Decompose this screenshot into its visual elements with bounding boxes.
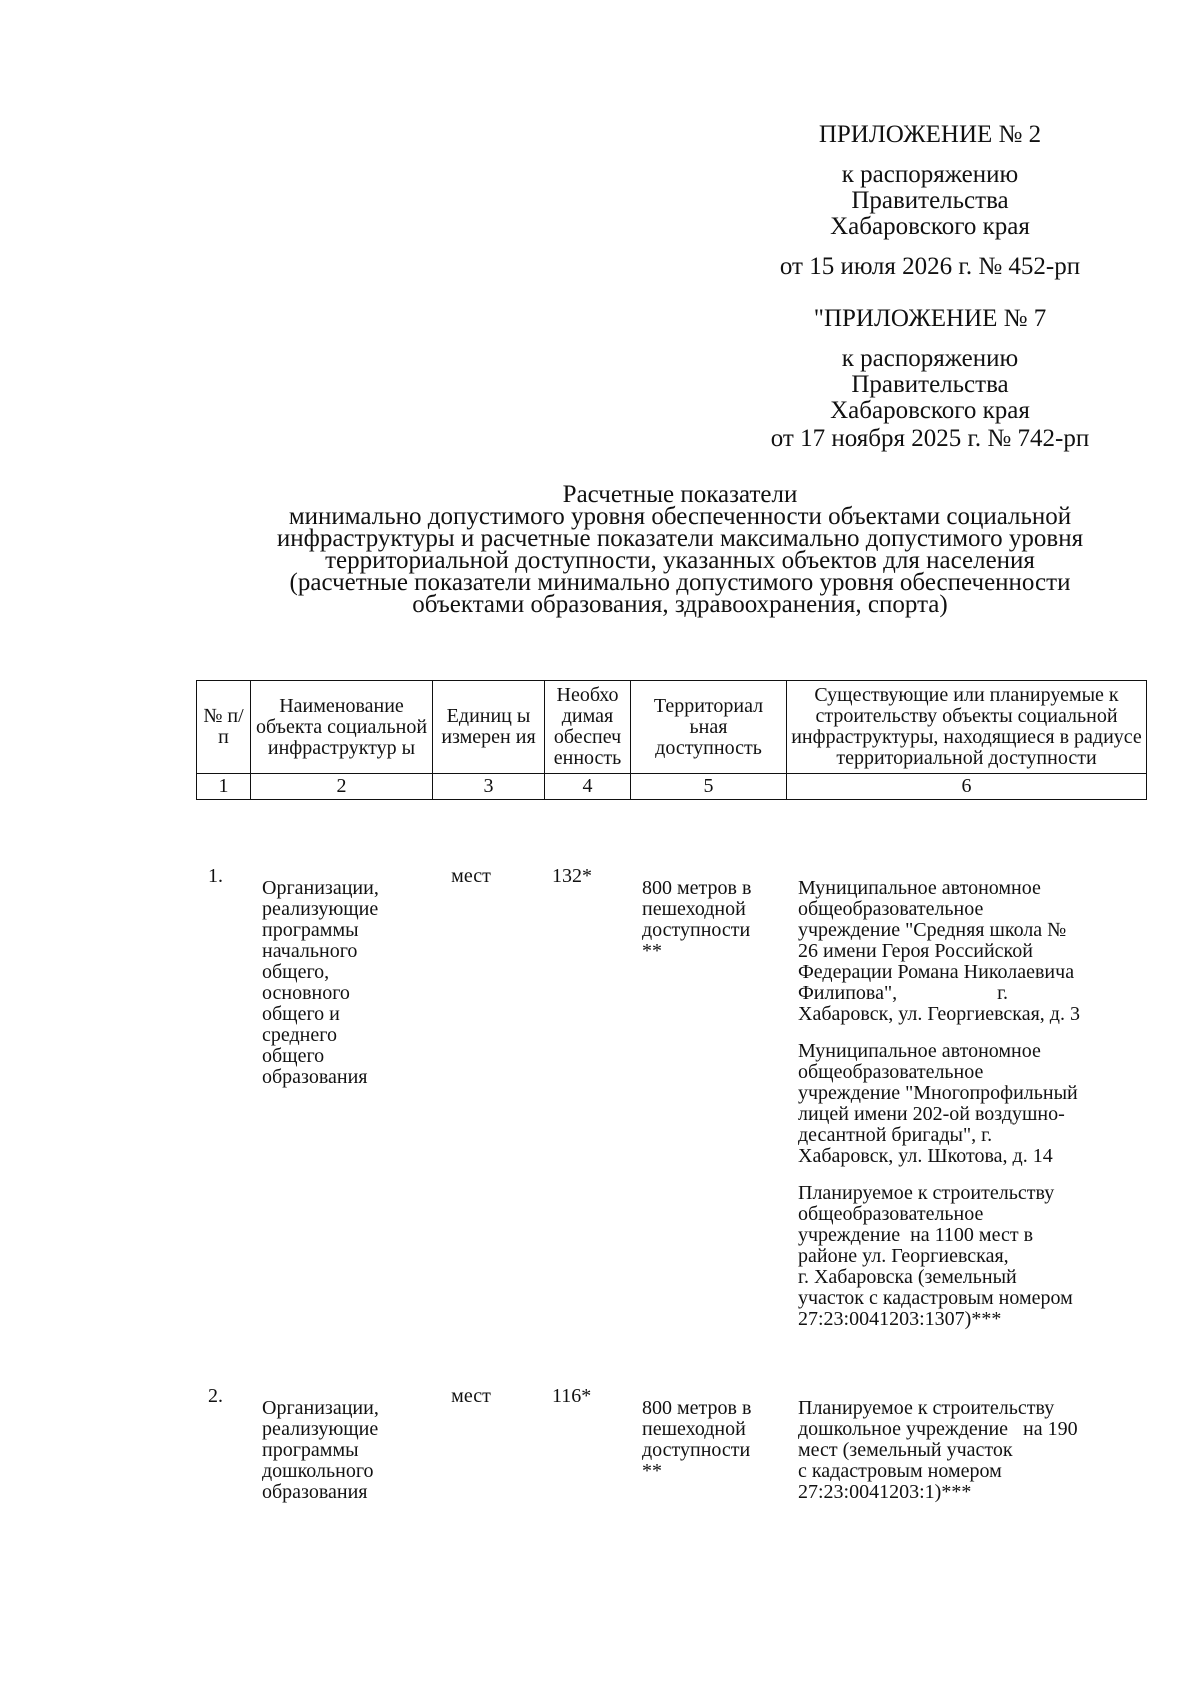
row-territorial-access — [642, 1398, 782, 1482]
row-required-provision: 132* — [552, 865, 592, 887]
name-line: Организации, — [262, 877, 379, 899]
appendix-7-line: Правительства — [851, 371, 1009, 398]
title-line: (расчетные показатели минимально допустимого уровня обеспеченности — [289, 569, 1071, 596]
object-line: Планируемое к строительству — [798, 1397, 1055, 1419]
title-line: территориальной доступности, указанных объектов для населения — [325, 547, 1035, 574]
title-line: инфраструктуры и расчетные показатели максимально допустимого уровня — [276, 525, 1084, 552]
header-territorial-access: Территориал ьная доступность — [631, 681, 787, 774]
name-line: дошкольного — [262, 1460, 374, 1482]
name-line: программы — [262, 1439, 359, 1461]
row-object-name — [262, 1398, 442, 1503]
object-line: Муниципальное автономное — [798, 877, 1041, 899]
table-row — [196, 866, 1146, 1386]
access-line: ** — [642, 940, 662, 962]
object-line: 26 имени Героя Российской — [798, 940, 1033, 962]
name-line: программы — [262, 919, 359, 941]
indicators-table-header — [196, 680, 1147, 800]
row-existing-objects — [798, 878, 1143, 1346]
access-line: 800 метров в — [642, 877, 752, 899]
object-line: учреждение на 1100 мест в — [798, 1224, 1034, 1246]
column-number: 4 — [545, 774, 631, 800]
access-line: ** — [642, 1460, 662, 1482]
object-line: Федерации Романа Николаевича — [798, 961, 1075, 983]
access-line: доступности — [642, 919, 751, 941]
table-body — [196, 866, 1146, 1546]
appendix-7-date: от 17 ноября 2025 г. № 742-рп — [770, 425, 1090, 452]
document-title — [190, 481, 1170, 618]
object-line: 27:23:0041203:1307)*** — [798, 1308, 1002, 1330]
object-line: десантной бригады", г. — [798, 1124, 993, 1146]
title-line: Расчетные показатели — [562, 481, 798, 508]
column-number: 1 — [197, 774, 251, 800]
access-line: доступности — [642, 1439, 751, 1461]
name-line: образования — [262, 1481, 368, 1503]
row-number: 1. — [208, 865, 223, 887]
access-line: пешеходной — [642, 898, 746, 920]
appendix-2-heading: ПРИЛОЖЕНИЕ № 2 — [818, 121, 1042, 148]
object-line: районе ул. Георгиевская, — [798, 1245, 1009, 1267]
column-number: 6 — [787, 774, 1147, 800]
object-line: с кадастровым номером — [798, 1460, 1002, 1482]
appendix-7-heading: "ПРИЛОЖЕНИЕ № 7 — [813, 305, 1047, 332]
header-unit: Единиц ы измерен ия — [433, 681, 545, 774]
object-entry — [798, 878, 1143, 1025]
title-line: минимально допустимого уровня обеспеченности объектами социальной — [288, 503, 1072, 530]
object-line: мест (земельный участок — [798, 1439, 1013, 1461]
object-line: 27:23:0041203:1)*** — [798, 1481, 972, 1503]
column-number-row — [197, 774, 1147, 800]
object-line: дошкольное учреждение на 190 — [798, 1418, 1078, 1440]
name-line: общего — [262, 1045, 325, 1067]
object-entry — [798, 1041, 1143, 1167]
name-line: общего и — [262, 1003, 340, 1025]
row-object-name — [262, 878, 442, 1088]
object-line: лицей имени 202-ой воздушно- — [798, 1103, 1065, 1125]
name-line: среднего — [262, 1024, 337, 1046]
header-number: № п/п — [197, 681, 251, 774]
object-line: общеобразовательное — [798, 1061, 984, 1083]
header-object-name: Наименование объекта социальной инфраструктур ы — [251, 681, 433, 774]
title-line: объектами образования, здравоохранения, спорта) — [412, 591, 948, 618]
column-number: 5 — [631, 774, 787, 800]
appendix-7-line: к распоряжению — [841, 345, 1019, 372]
object-line: г. Хабаровска (земельный — [798, 1266, 1017, 1288]
object-line: Планируемое к строительству — [798, 1182, 1055, 1204]
appendix-2-line: к распоряжению — [841, 161, 1019, 188]
name-line: реализующие — [262, 898, 379, 920]
object-entry — [798, 1398, 1143, 1503]
access-line: пешеходной — [642, 1418, 746, 1440]
appendix-7-block — [770, 306, 1090, 452]
name-line: общего, — [262, 961, 330, 983]
column-number: 3 — [433, 774, 545, 800]
object-line: Муниципальное автономное — [798, 1040, 1041, 1062]
row-existing-objects — [798, 1398, 1143, 1519]
access-line: 800 метров в — [642, 1397, 752, 1419]
object-line: общеобразовательное — [798, 1203, 984, 1225]
object-line: учреждение "Средняя школа № — [798, 919, 1067, 941]
appendix-2-line: Правительства — [851, 187, 1009, 214]
table-header-row — [197, 681, 1147, 774]
row-required-provision: 116* — [552, 1385, 592, 1407]
row-territorial-access — [642, 878, 782, 962]
name-line: основного — [262, 982, 350, 1004]
name-line: образования — [262, 1066, 368, 1088]
row-number: 2. — [208, 1385, 223, 1407]
table-row — [196, 1386, 1146, 1546]
object-line: учреждение "Многопрофильный — [798, 1082, 1078, 1104]
object-line: Филипова", г. — [798, 982, 1009, 1004]
object-line: общеобразовательное — [798, 898, 984, 920]
name-line: реализующие — [262, 1418, 379, 1440]
object-entry — [798, 1183, 1143, 1330]
row-unit: мест — [451, 865, 491, 887]
name-line: Организации, — [262, 1397, 379, 1419]
header-required-provision: Необхо димая обеспеч енность — [545, 681, 631, 774]
appendix-2-date: от 15 июля 2026 г. № 452-рп — [779, 253, 1081, 280]
column-number: 2 — [251, 774, 433, 800]
header-existing-objects: Существующие или планируемые к строительству объекты социальной инфраструктуры, находящиеся в радиусе территориальной доступности — [787, 681, 1147, 774]
object-line: Хабаровск, ул. Георгиевская, д. 3 — [798, 1003, 1080, 1025]
appendix-7-line: Хабаровского края — [830, 397, 1030, 424]
appendix-2-line: Хабаровского края — [830, 213, 1030, 240]
name-line: начального — [262, 940, 358, 962]
row-unit: мест — [451, 1385, 491, 1407]
appendix-2-block — [770, 122, 1090, 280]
object-line: Хабаровск, ул. Шкотова, д. 14 — [798, 1145, 1053, 1167]
object-line: участок с кадастровым номером — [798, 1287, 1073, 1309]
